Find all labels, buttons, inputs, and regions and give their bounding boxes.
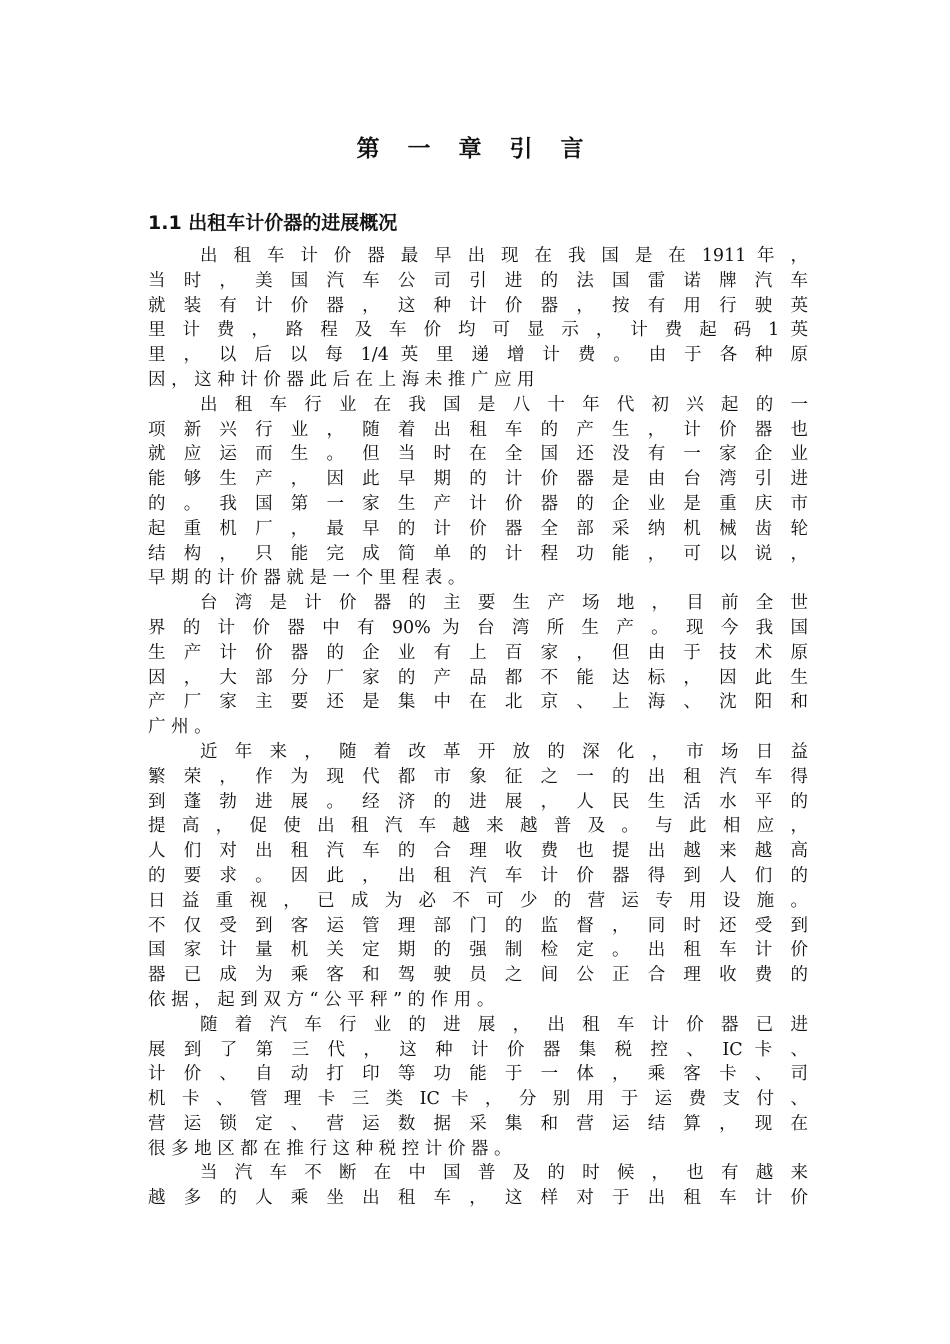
paragraph-4-line-3: 到 蓬 勃 进 展 。 经 济 的 进 展 ， 人 民 生 活 水 平 的 <box>148 791 808 812</box>
paragraph-2-line-8: 早 期 的 计 价 器 就 是 一 个 里 程 表 。 <box>148 568 466 589</box>
paragraph-4-line-7: 日 益 重 视 ， 已 成 为 必 不 可 少 的 营 运 专 用 设 施 。 <box>148 890 808 911</box>
paragraph-6-line-2: 越 多 的 人 乘 坐 出 租 车 ， 这 样 对 于 出 租 车 计 价 <box>148 1188 808 1209</box>
paragraph-3-line-1: 台 湾 是 计 价 器 的 主 要 生 产 场 地 ， 目 前 全 世 <box>200 593 808 614</box>
chapter-title: 第 一 章 引 言 <box>356 136 594 162</box>
paragraph-4-line-10: 器 已 成 为 乘 客 和 驾 驶 员 之 间 公 正 合 理 收 费 的 <box>148 965 808 986</box>
paragraph-2-line-1: 出 租 车 行 业 在 我 国 是 八 十 年 代 初 兴 起 的 一 <box>200 394 808 415</box>
paragraph-2-line-5: 的 。 我 国 第 一 家 生 产 计 价 器 的 企 业 是 重 庆 市 <box>148 493 808 514</box>
paragraph-2-line-4: 能 够 生 产 ， 因 此 早 期 的 计 价 器 是 由 台 湾 引 进 <box>148 469 808 490</box>
paragraph-3-line-4: 因 ， 大 部 分 厂 家 的 产 品 都 不 能 达 标 ， 因 此 生 <box>148 667 808 688</box>
paragraph-3-line-5: 产 厂 家 主 要 还 是 集 中 在 北 京 、 上 海 、 沈 阳 和 <box>148 692 808 713</box>
paragraph-4-line-8: 不 仅 受 到 客 运 管 理 部 门 的 监 督 ， 同 时 还 受 到 <box>148 915 808 936</box>
paragraph-1-line-2: 当 时 ， 美 国 汽 车 公 司 引 进 的 法 国 雷 诺 牌 汽 车 <box>148 270 808 291</box>
section-heading: 1.1 出租车计价器的进展概况 <box>148 212 398 234</box>
paragraph-3-line-3: 生 产 计 价 器 的 企 业 有 上 百 家 ， 但 由 于 技 术 原 <box>148 642 808 663</box>
paragraph-3-line-6: 广 州 。 <box>148 717 212 738</box>
paragraph-6-line-1: 当 汽 车 不 断 在 中 国 普 及 的 时 候 ， 也 有 越 来 <box>200 1163 808 1184</box>
paragraph-2-line-3: 就 应 运 而 生 。 但 当 时 在 全 国 还 没 有 一 家 企 业 <box>148 444 808 465</box>
paragraph-3-line-2: 界 的 计 价 器 中 有 90% 为 台 湾 所 生 产 。 现 今 我 国 <box>148 617 808 638</box>
paragraph-5-line-1: 随 着 汽 车 行 业 的 进 展 ， 出 租 车 计 价 器 已 进 <box>200 1014 808 1035</box>
paragraph-5-line-4: 机 卡 、 管 理 卡 三 类 IC 卡 ， 分 别 用 于 运 费 支 付 、 <box>148 1089 808 1110</box>
paragraph-5-line-2: 展 到 了 第 三 代 ， 这 种 计 价 器 集 税 控 、 IC 卡 、 <box>148 1039 808 1060</box>
paragraph-5-line-6: 很 多 地 区 都 在 推 行 这 种 税 控 计 价 器 。 <box>148 1138 512 1159</box>
paragraph-5-line-5: 营 运 锁 定 、 营 运 数 据 采 集 和 营 运 结 算 ， 现 在 <box>148 1113 808 1134</box>
paragraph-1-line-3: 就 装 有 计 价 器 ， 这 种 计 价 器 ， 按 有 用 行 驶 英 <box>148 295 808 316</box>
paragraph-1-line-6: 因 ， 这 种 计 价 器 此 后 在 上 海 未 推 广 应 用 <box>148 369 535 390</box>
paragraph-4-line-6: 的 要 求 。 因 此 ， 出 租 汽 车 计 价 器 得 到 人 们 的 <box>148 865 808 886</box>
paragraph-1-line-5: 里 ， 以 后 以 每 1/4 英 里 递 增 计 费 。 由 于 各 种 原 <box>148 345 808 366</box>
paragraph-4-line-4: 提 高 ， 促 使 出 租 汽 车 越 来 越 普 及 。 与 此 相 应 ， <box>148 816 808 837</box>
paragraph-1-line-1: 出 租 车 计 价 器 最 早 出 现 在 我 国 是 在 1911 年 ， <box>200 246 808 266</box>
body-text <box>148 244 808 1211</box>
paragraph-4-line-1: 近 年 来 ， 随 着 改 革 开 放 的 深 化 ， 市 场 日 益 <box>200 741 808 762</box>
paragraph-2-line-6: 起 重 机 厂 ， 最 早 的 计 价 器 全 部 采 纳 机 械 齿 轮 <box>148 518 808 539</box>
paragraph-1-line-4: 里 计 费 ， 路 程 及 车 价 均 可 显 示 ， 计 费 起 码 1 英 <box>148 320 808 341</box>
paragraph-4-line-2: 繁 荣 ， 作 为 现 代 都 市 象 征 之 一 的 出 租 汽 车 得 <box>148 766 808 787</box>
paragraph-4-line-9: 国 家 计 量 机 关 定 期 的 强 制 检 定 。 出 租 车 计 价 <box>148 940 808 961</box>
paragraph-2-line-2: 项 新 兴 行 业 ， 随 着 出 租 车 的 产 生 ， 计 价 器 也 <box>148 419 808 440</box>
paragraph-4-line-5: 人 们 对 出 租 汽 车 的 合 理 收 费 也 提 出 越 来 越 高 <box>148 841 808 862</box>
paragraph-4-line-11: 依 据 ， 起 到 双 方 “ 公 平 秤 ” 的 作 用 。 <box>148 989 495 1010</box>
paragraph-5-line-3: 计 价 、 自 动 打 印 等 功 能 于 一 体 ， 乘 客 卡 、 司 <box>148 1064 808 1085</box>
paragraph-2-line-7: 结 构 ， 只 能 完 成 简 单 的 计 程 功 能 ， 可 以 说 ， <box>148 543 808 564</box>
